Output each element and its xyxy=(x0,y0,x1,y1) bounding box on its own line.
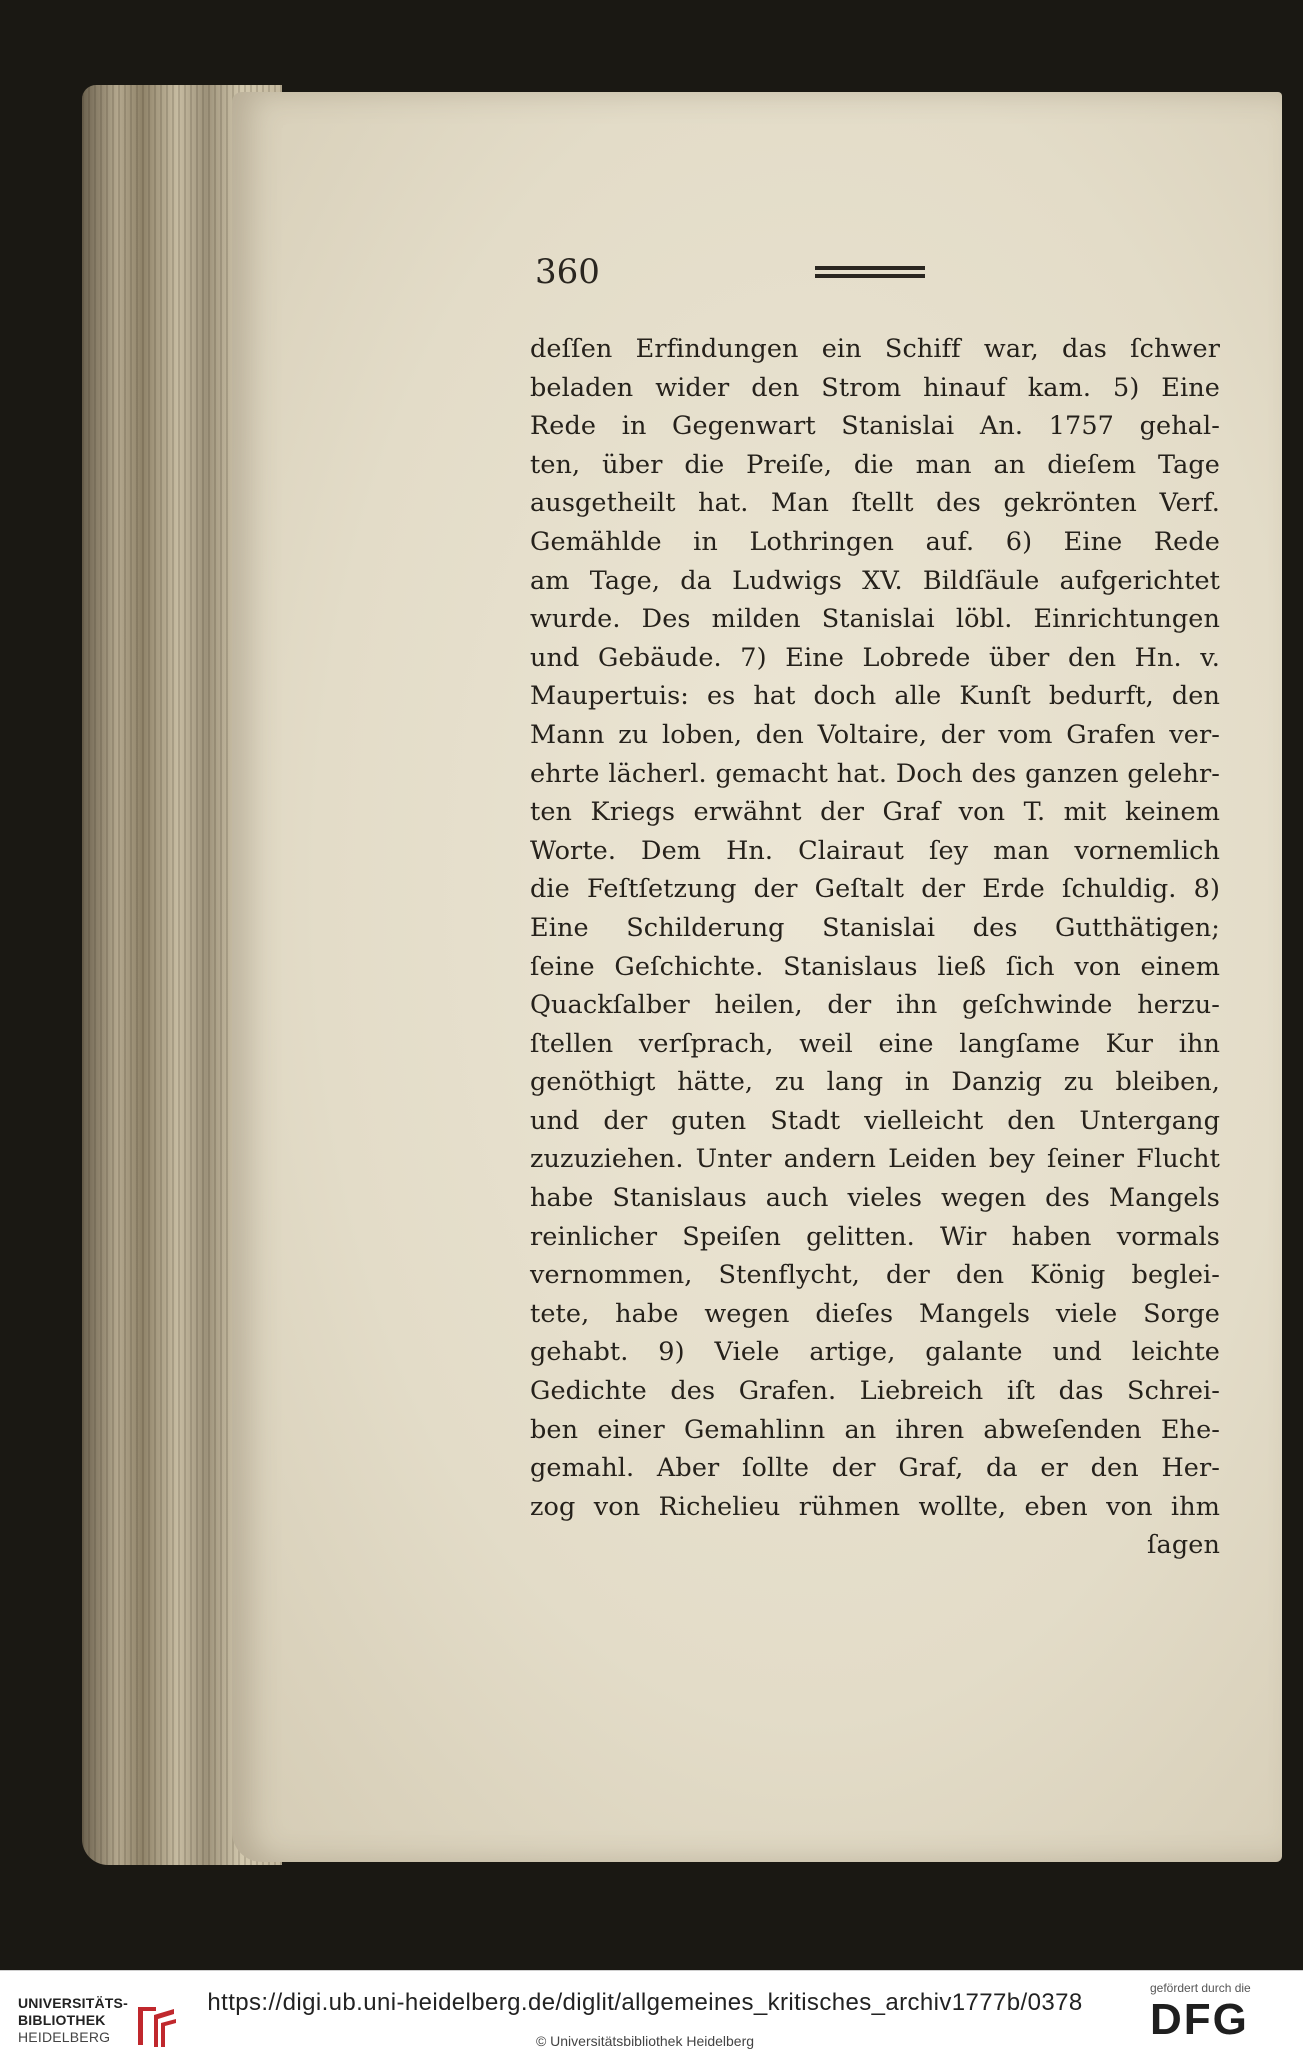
text-line: zuzuziehen. Unter andern Leiden bey ſeiner Flucht xyxy=(530,1144,1220,1175)
text-line: ten Kriegs erwähnt der Graf von T. mit keinem xyxy=(530,797,1220,828)
text-line: ehrte lächerl. gemacht hat. Doch des ganzen gelehr- xyxy=(530,758,1220,789)
text-line: Eine Schilderung Stanislai des Gutthätigen; xyxy=(530,912,1220,943)
text-line: wurde. Des milden Stanislai löbl. Einrichtungen xyxy=(530,604,1220,635)
page-header xyxy=(535,252,935,292)
text-line: und der guten Stadt vielleicht den Untergang xyxy=(530,1105,1220,1136)
text-line: Worte. Dem Hn. Clairaut ſey man vornemlich xyxy=(530,835,1220,866)
text-line: ben einer Gemahlinn an ihren abweſenden Ehe- xyxy=(530,1414,1220,1445)
body-text xyxy=(530,330,1220,1565)
catchword: ſagen xyxy=(1147,1530,1220,1561)
text-line: Quackſalber heilen, der ihn geſchwinde herzu- xyxy=(530,990,1220,1021)
copyright-notice: © Universitätsbibliothek Heidelberg xyxy=(535,2033,755,2049)
text-line: und Gebäude. 7) Eine Lobrede über den Hn. v. xyxy=(530,642,1220,673)
text-line: Gedichte des Grafen. Liebreich iſt das Schrei- xyxy=(530,1376,1220,1407)
text-line: deſſen Erfindungen ein Schiff war, das ſchwer xyxy=(530,334,1220,364)
text-line: habe Stanislaus auch vieles wegen des Mangels xyxy=(530,1183,1220,1214)
text-line: ſeine Geſchichte. Stanislaus ließ ſich von einem xyxy=(530,951,1220,982)
text-line: reinlicher Speiſen gelitten. Wir haben vormals xyxy=(530,1221,1220,1252)
text-line: ten, über die Preiſe, die man an dieſem Tage xyxy=(530,449,1220,480)
text-line: gehabt. 9) Viele artige, galante und leichte xyxy=(530,1337,1220,1368)
funding-caption: gefördert durch die xyxy=(1150,1981,1251,1995)
text-line: tete, habe wegen dieſes Mangels viele Sorge xyxy=(530,1298,1220,1329)
viewer-footer xyxy=(0,1970,1303,2066)
permalink-url[interactable]: https://digi.ub.uni-heidelberg.de/diglit/allgemeines_kritisches_archiv1777b/0378 xyxy=(207,1989,1083,2016)
text-line: Maupertuis: es hat doch alle Kunſt bedurft, den xyxy=(530,681,1220,712)
text-line: ſtellen verſprach, weil eine langſame Kur ihn xyxy=(530,1028,1220,1059)
text-line: beladen wider den Strom hinauf kam. 5) Eine xyxy=(530,372,1220,403)
funder-badge[interactable] xyxy=(1150,1981,1290,2059)
text-line: gemahl. Aber ſollte der Graf, da er den Her- xyxy=(530,1453,1220,1484)
text-line: genöthigt hätte, zu lang in Danzig zu bleiben, xyxy=(530,1067,1220,1098)
library-name-line: HEIDELBERG xyxy=(18,2029,111,2045)
text-line: vernommen, Stenflycht, der den König beglei- xyxy=(530,1260,1220,1291)
library-name-line: BIBLIOTHEK xyxy=(18,2012,106,2028)
text-line: Mann zu loben, den Voltaire, der vom Grafen ver- xyxy=(530,719,1220,750)
text-line: Rede in Gegenwart Stanislai An. 1757 gehal- xyxy=(530,411,1220,442)
text-line: Gemählde in Lothringen auf. 6) Eine Rede xyxy=(530,526,1220,557)
header-rule xyxy=(815,274,925,278)
text-line: die Feſtſetzung der Geſtalt der Erde ſchuldig. 8) xyxy=(530,874,1220,905)
page-number: 360 xyxy=(535,252,600,292)
text-line: am Tage, da Ludwigs XV. Bildſäule aufgerichtet xyxy=(530,565,1220,596)
dfg-logo: DFG xyxy=(1150,1995,1249,2044)
header-rule xyxy=(815,266,925,270)
text-line: zog von Richelieu rühmen wollte, eben von ihm xyxy=(530,1491,1220,1522)
library-emblem-icon xyxy=(130,2001,182,2051)
library-name-line: UNIVERSITÄTS- xyxy=(18,1995,128,2011)
text-line: ausgetheilt hat. Man ſtellt des gekrönten Verf. xyxy=(530,488,1220,519)
